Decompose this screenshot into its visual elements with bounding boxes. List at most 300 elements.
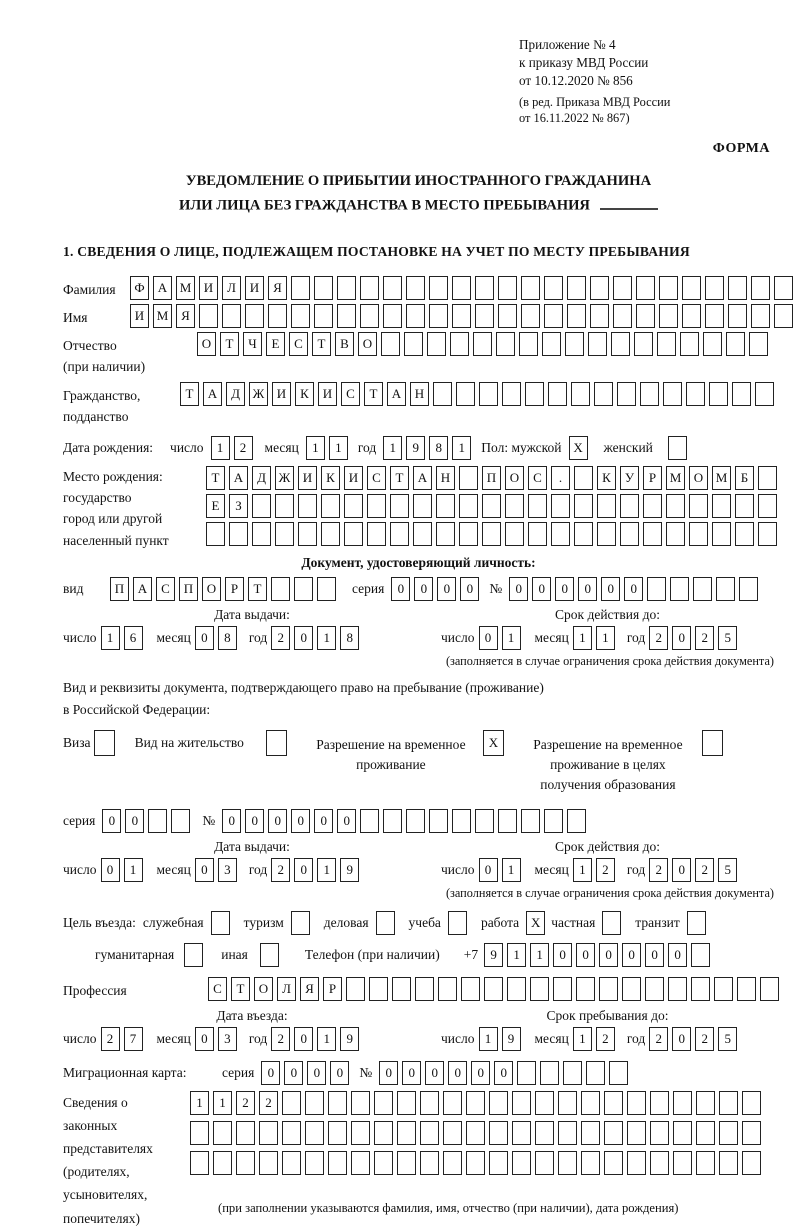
char-cell[interactable] [751,304,770,328]
char-cell[interactable]: И [199,276,218,300]
char-cell[interactable] [433,382,452,406]
char-cell[interactable] [429,304,448,328]
char-cell[interactable]: 1 [213,1091,232,1115]
char-cell[interactable] [452,304,471,328]
char-cell[interactable] [489,1091,508,1115]
char-cell[interactable] [413,522,432,546]
char-cell[interactable]: 0 [645,943,664,967]
char-cell[interactable] [567,809,586,833]
char-cell[interactable] [236,1121,255,1145]
char-cell[interactable] [551,522,570,546]
char-cell[interactable]: Н [436,466,455,490]
purpose-humanitarian-checkbox[interactable] [184,943,203,967]
char-cell[interactable] [450,332,469,356]
char-cell[interactable]: 0 [101,858,120,882]
char-cell[interactable] [206,522,225,546]
representatives-boxes-2[interactable] [190,1121,765,1145]
char-cell[interactable]: 1 [211,436,230,460]
char-cell[interactable]: И [318,382,337,406]
char-cell[interactable] [275,522,294,546]
char-cell[interactable] [705,276,724,300]
char-cell[interactable] [590,276,609,300]
char-cell[interactable]: Т [231,977,250,1001]
char-cell[interactable]: Л [222,276,241,300]
char-cell[interactable] [611,332,630,356]
char-cell[interactable] [544,304,563,328]
char-cell[interactable] [588,332,607,356]
char-cell[interactable]: 0 [291,809,310,833]
residence-series-boxes[interactable] [102,809,194,833]
char-cell[interactable] [271,577,290,601]
char-cell[interactable]: С [208,977,227,1001]
char-cell[interactable]: 0 [307,1061,326,1085]
char-cell[interactable] [475,809,494,833]
char-cell[interactable] [530,977,549,1001]
residence-number-boxes[interactable] [222,809,590,833]
char-cell[interactable]: 9 [340,858,359,882]
char-cell[interactable]: 0 [622,943,641,967]
char-cell[interactable] [298,494,317,518]
char-cell[interactable] [703,332,722,356]
doc-series-boxes[interactable] [391,577,483,601]
char-cell[interactable] [613,276,632,300]
residence-issue-day-boxes[interactable] [101,858,147,882]
char-cell[interactable]: 0 [509,577,528,601]
char-cell[interactable] [558,1121,577,1145]
char-cell[interactable]: 8 [218,626,237,650]
char-cell[interactable]: А [387,382,406,406]
char-cell[interactable] [622,977,641,1001]
char-cell[interactable] [512,1121,531,1145]
char-cell[interactable] [742,1091,761,1115]
char-cell[interactable]: 0 [314,809,333,833]
char-cell[interactable]: 2 [236,1091,255,1115]
char-cell[interactable] [443,1091,462,1115]
char-cell[interactable] [521,276,540,300]
char-cell[interactable] [489,1121,508,1145]
char-cell[interactable] [774,304,793,328]
char-cell[interactable] [344,494,363,518]
char-cell[interactable] [691,943,710,967]
entry-day-boxes[interactable] [101,1027,147,1051]
char-cell[interactable] [689,494,708,518]
char-cell[interactable]: 1 [479,1027,498,1051]
char-cell[interactable] [517,1061,536,1085]
char-cell[interactable]: 0 [532,577,551,601]
char-cell[interactable]: О [358,332,377,356]
char-cell[interactable] [360,809,379,833]
char-cell[interactable] [374,1121,393,1145]
char-cell[interactable] [438,977,457,1001]
char-cell[interactable]: О [505,466,524,490]
char-cell[interactable]: 2 [596,1027,615,1051]
char-cell[interactable] [535,1091,554,1115]
char-cell[interactable] [466,1091,485,1115]
char-cell[interactable] [640,382,659,406]
char-cell[interactable]: 3 [218,1027,237,1051]
char-cell[interactable]: 6 [124,626,143,650]
char-cell[interactable]: 0 [268,809,287,833]
char-cell[interactable]: 0 [599,943,618,967]
char-cell[interactable]: Б [735,466,754,490]
purpose-tourism-checkbox[interactable] [291,911,310,935]
char-cell[interactable] [305,1121,324,1145]
char-cell[interactable] [758,522,777,546]
char-cell[interactable] [291,304,310,328]
char-cell[interactable] [229,522,248,546]
char-cell[interactable] [719,1121,738,1145]
char-cell[interactable]: 0 [337,809,356,833]
char-cell[interactable] [429,809,448,833]
char-cell[interactable]: 1 [306,436,325,460]
char-cell[interactable]: 0 [672,626,691,650]
char-cell[interactable]: М [712,466,731,490]
char-cell[interactable] [590,304,609,328]
char-cell[interactable] [392,977,411,1001]
char-cell[interactable]: 5 [718,858,737,882]
char-cell[interactable]: 0 [553,943,572,967]
char-cell[interactable]: 2 [695,1027,714,1051]
char-cell[interactable]: 1 [329,436,348,460]
char-cell[interactable] [475,276,494,300]
migration-number-boxes[interactable] [379,1061,632,1085]
char-cell[interactable] [540,1061,559,1085]
char-cell[interactable] [574,522,593,546]
char-cell[interactable]: Н [410,382,429,406]
char-cell[interactable]: 2 [271,1027,290,1051]
purpose-transit-checkbox[interactable] [687,911,706,935]
char-cell[interactable]: П [179,577,198,601]
char-cell[interactable] [496,332,515,356]
expiry-day-boxes[interactable] [479,626,525,650]
char-cell[interactable] [735,494,754,518]
birth-month-boxes[interactable] [306,436,352,460]
char-cell[interactable]: 0 [494,1061,513,1085]
char-cell[interactable] [461,977,480,1001]
char-cell[interactable]: К [295,382,314,406]
char-cell[interactable]: С [367,466,386,490]
char-cell[interactable] [544,809,563,833]
char-cell[interactable]: 1 [573,1027,592,1051]
char-cell[interactable]: 1 [190,1091,209,1115]
citizenship-boxes[interactable] [180,382,778,406]
char-cell[interactable] [397,1091,416,1115]
temp-residence-checkbox[interactable]: X [483,730,504,756]
char-cell[interactable] [709,382,728,406]
char-cell[interactable]: 0 [102,809,121,833]
char-cell[interactable] [666,522,685,546]
char-cell[interactable] [682,276,701,300]
char-cell[interactable] [728,304,747,328]
char-cell[interactable]: М [666,466,685,490]
char-cell[interactable] [586,1061,605,1085]
entry-month-boxes[interactable] [195,1027,241,1051]
char-cell[interactable] [728,276,747,300]
birth-place-boxes-2[interactable] [206,494,781,518]
temp-residence-education-checkbox[interactable] [702,730,723,756]
char-cell[interactable] [670,577,689,601]
char-cell[interactable] [535,1121,554,1145]
char-cell[interactable]: Е [206,494,225,518]
char-cell[interactable] [663,382,682,406]
char-cell[interactable] [668,977,687,1001]
char-cell[interactable]: Ж [275,466,294,490]
char-cell[interactable]: 2 [596,858,615,882]
char-cell[interactable]: С [341,382,360,406]
char-cell[interactable] [346,977,365,1001]
char-cell[interactable] [563,1061,582,1085]
char-cell[interactable] [443,1121,462,1145]
char-cell[interactable] [148,809,167,833]
char-cell[interactable]: 1 [507,943,526,967]
char-cell[interactable] [482,522,501,546]
char-cell[interactable]: 1 [502,626,521,650]
char-cell[interactable]: И [272,382,291,406]
char-cell[interactable] [259,1121,278,1145]
residence-expiry-day-boxes[interactable] [479,858,525,882]
char-cell[interactable] [673,1121,692,1145]
char-cell[interactable]: М [176,276,195,300]
char-cell[interactable]: Ф [130,276,149,300]
char-cell[interactable] [406,809,425,833]
char-cell[interactable]: 0 [391,577,410,601]
char-cell[interactable]: Р [643,466,662,490]
char-cell[interactable] [390,522,409,546]
visa-checkbox[interactable] [94,730,115,756]
char-cell[interactable]: У [620,466,639,490]
char-cell[interactable]: 0 [668,943,687,967]
char-cell[interactable] [381,332,400,356]
char-cell[interactable]: 0 [601,577,620,601]
char-cell[interactable] [719,1091,738,1115]
char-cell[interactable] [282,1091,301,1115]
char-cell[interactable] [406,304,425,328]
char-cell[interactable]: 2 [259,1091,278,1115]
expiry-month-boxes[interactable] [573,626,619,650]
char-cell[interactable] [404,332,423,356]
given-name-boxes[interactable] [130,304,797,328]
char-cell[interactable] [735,522,754,546]
char-cell[interactable] [452,276,471,300]
char-cell[interactable]: 0 [245,809,264,833]
char-cell[interactable] [252,522,271,546]
char-cell[interactable] [479,382,498,406]
char-cell[interactable]: . [551,466,570,490]
char-cell[interactable]: 0 [555,577,574,601]
char-cell[interactable]: О [202,577,221,601]
char-cell[interactable] [171,809,190,833]
char-cell[interactable]: 0 [672,858,691,882]
char-cell[interactable] [252,494,271,518]
char-cell[interactable] [427,332,446,356]
char-cell[interactable] [351,1121,370,1145]
char-cell[interactable] [680,332,699,356]
char-cell[interactable] [597,522,616,546]
char-cell[interactable] [298,522,317,546]
char-cell[interactable] [620,494,639,518]
char-cell[interactable] [597,494,616,518]
char-cell[interactable] [528,494,547,518]
representatives-boxes-1[interactable] [190,1091,765,1115]
doc-number-boxes[interactable] [509,577,762,601]
char-cell[interactable] [459,494,478,518]
char-cell[interactable] [558,1091,577,1115]
char-cell[interactable] [383,304,402,328]
char-cell[interactable] [567,276,586,300]
char-cell[interactable] [666,494,685,518]
char-cell[interactable] [594,382,613,406]
purpose-business-checkbox[interactable] [376,911,395,935]
char-cell[interactable] [360,276,379,300]
char-cell[interactable]: А [229,466,248,490]
char-cell[interactable]: М [153,304,172,328]
char-cell[interactable] [367,494,386,518]
char-cell[interactable]: И [344,466,363,490]
char-cell[interactable] [565,332,584,356]
char-cell[interactable]: А [133,577,152,601]
char-cell[interactable] [636,276,655,300]
expiry-year-boxes[interactable] [649,626,741,650]
char-cell[interactable]: 9 [340,1027,359,1051]
char-cell[interactable]: 2 [695,858,714,882]
char-cell[interactable]: Т [206,466,225,490]
char-cell[interactable]: О [689,466,708,490]
char-cell[interactable] [645,977,664,1001]
char-cell[interactable] [643,522,662,546]
char-cell[interactable] [413,494,432,518]
char-cell[interactable] [328,1091,347,1115]
char-cell[interactable] [282,1121,301,1145]
char-cell[interactable]: 5 [718,626,737,650]
char-cell[interactable]: 2 [649,858,668,882]
char-cell[interactable]: К [597,466,616,490]
char-cell[interactable]: 1 [596,626,615,650]
char-cell[interactable] [213,1121,232,1145]
char-cell[interactable] [525,382,544,406]
char-cell[interactable]: 2 [649,1027,668,1051]
char-cell[interactable]: Р [225,577,244,601]
char-cell[interactable] [647,577,666,601]
char-cell[interactable]: Т [312,332,331,356]
char-cell[interactable]: С [156,577,175,601]
patronymic-boxes[interactable] [197,332,772,356]
char-cell[interactable] [689,522,708,546]
char-cell[interactable] [643,494,662,518]
stay-year-boxes[interactable] [649,1027,741,1051]
char-cell[interactable]: 1 [124,858,143,882]
char-cell[interactable]: 0 [222,809,241,833]
char-cell[interactable]: 9 [484,943,503,967]
char-cell[interactable]: 0 [195,1027,214,1051]
char-cell[interactable] [650,1121,669,1145]
char-cell[interactable] [351,1091,370,1115]
sex-female-checkbox[interactable] [668,436,687,460]
char-cell[interactable] [739,577,758,601]
char-cell[interactable] [466,1121,485,1145]
sex-male-checkbox[interactable]: X [569,436,588,460]
char-cell[interactable] [482,494,501,518]
char-cell[interactable] [475,304,494,328]
char-cell[interactable]: 5 [718,1027,737,1051]
char-cell[interactable]: З [229,494,248,518]
char-cell[interactable]: А [203,382,222,406]
char-cell[interactable] [436,522,455,546]
char-cell[interactable] [581,1121,600,1145]
char-cell[interactable] [751,276,770,300]
residence-expiry-month-boxes[interactable] [573,858,619,882]
char-cell[interactable]: 0 [578,577,597,601]
char-cell[interactable] [360,304,379,328]
char-cell[interactable]: 0 [330,1061,349,1085]
char-cell[interactable] [459,522,478,546]
char-cell[interactable]: 0 [479,626,498,650]
char-cell[interactable] [294,577,313,601]
char-cell[interactable] [548,382,567,406]
char-cell[interactable]: 2 [271,858,290,882]
char-cell[interactable] [328,1121,347,1145]
residence-issue-year-boxes[interactable] [271,858,363,882]
char-cell[interactable]: Т [390,466,409,490]
char-cell[interactable]: 0 [448,1061,467,1085]
char-cell[interactable] [758,494,777,518]
char-cell[interactable]: 8 [340,626,359,650]
char-cell[interactable] [374,1091,393,1115]
char-cell[interactable]: И [245,276,264,300]
char-cell[interactable]: 0 [471,1061,490,1085]
char-cell[interactable]: 0 [479,858,498,882]
char-cell[interactable] [521,809,540,833]
char-cell[interactable] [737,977,756,1001]
char-cell[interactable] [383,809,402,833]
char-cell[interactable]: А [413,466,432,490]
char-cell[interactable] [397,1121,416,1145]
char-cell[interactable] [774,276,793,300]
issue-day-boxes[interactable] [101,626,147,650]
char-cell[interactable] [190,1121,209,1145]
char-cell[interactable]: Ж [249,382,268,406]
char-cell[interactable] [758,466,777,490]
char-cell[interactable]: 0 [294,858,313,882]
char-cell[interactable] [574,494,593,518]
char-cell[interactable] [657,332,676,356]
birth-day-boxes[interactable] [211,436,257,460]
char-cell[interactable]: 2 [649,626,668,650]
char-cell[interactable] [682,304,701,328]
char-cell[interactable] [406,276,425,300]
char-cell[interactable] [696,1121,715,1145]
purpose-study-checkbox[interactable] [448,911,467,935]
char-cell[interactable] [749,332,768,356]
char-cell[interactable] [452,809,471,833]
char-cell[interactable]: 1 [573,858,592,882]
surname-boxes[interactable] [130,276,797,300]
char-cell[interactable]: 0 [624,577,643,601]
birth-place-boxes-3[interactable] [206,522,781,546]
char-cell[interactable] [716,577,735,601]
char-cell[interactable]: 9 [406,436,425,460]
char-cell[interactable]: 0 [294,626,313,650]
char-cell[interactable] [305,1091,324,1115]
char-cell[interactable] [732,382,751,406]
char-cell[interactable] [502,382,521,406]
char-cell[interactable]: 1 [530,943,549,967]
char-cell[interactable] [222,304,241,328]
char-cell[interactable] [604,1091,623,1115]
char-cell[interactable]: Т [364,382,383,406]
char-cell[interactable] [544,276,563,300]
char-cell[interactable] [337,276,356,300]
char-cell[interactable] [321,522,340,546]
